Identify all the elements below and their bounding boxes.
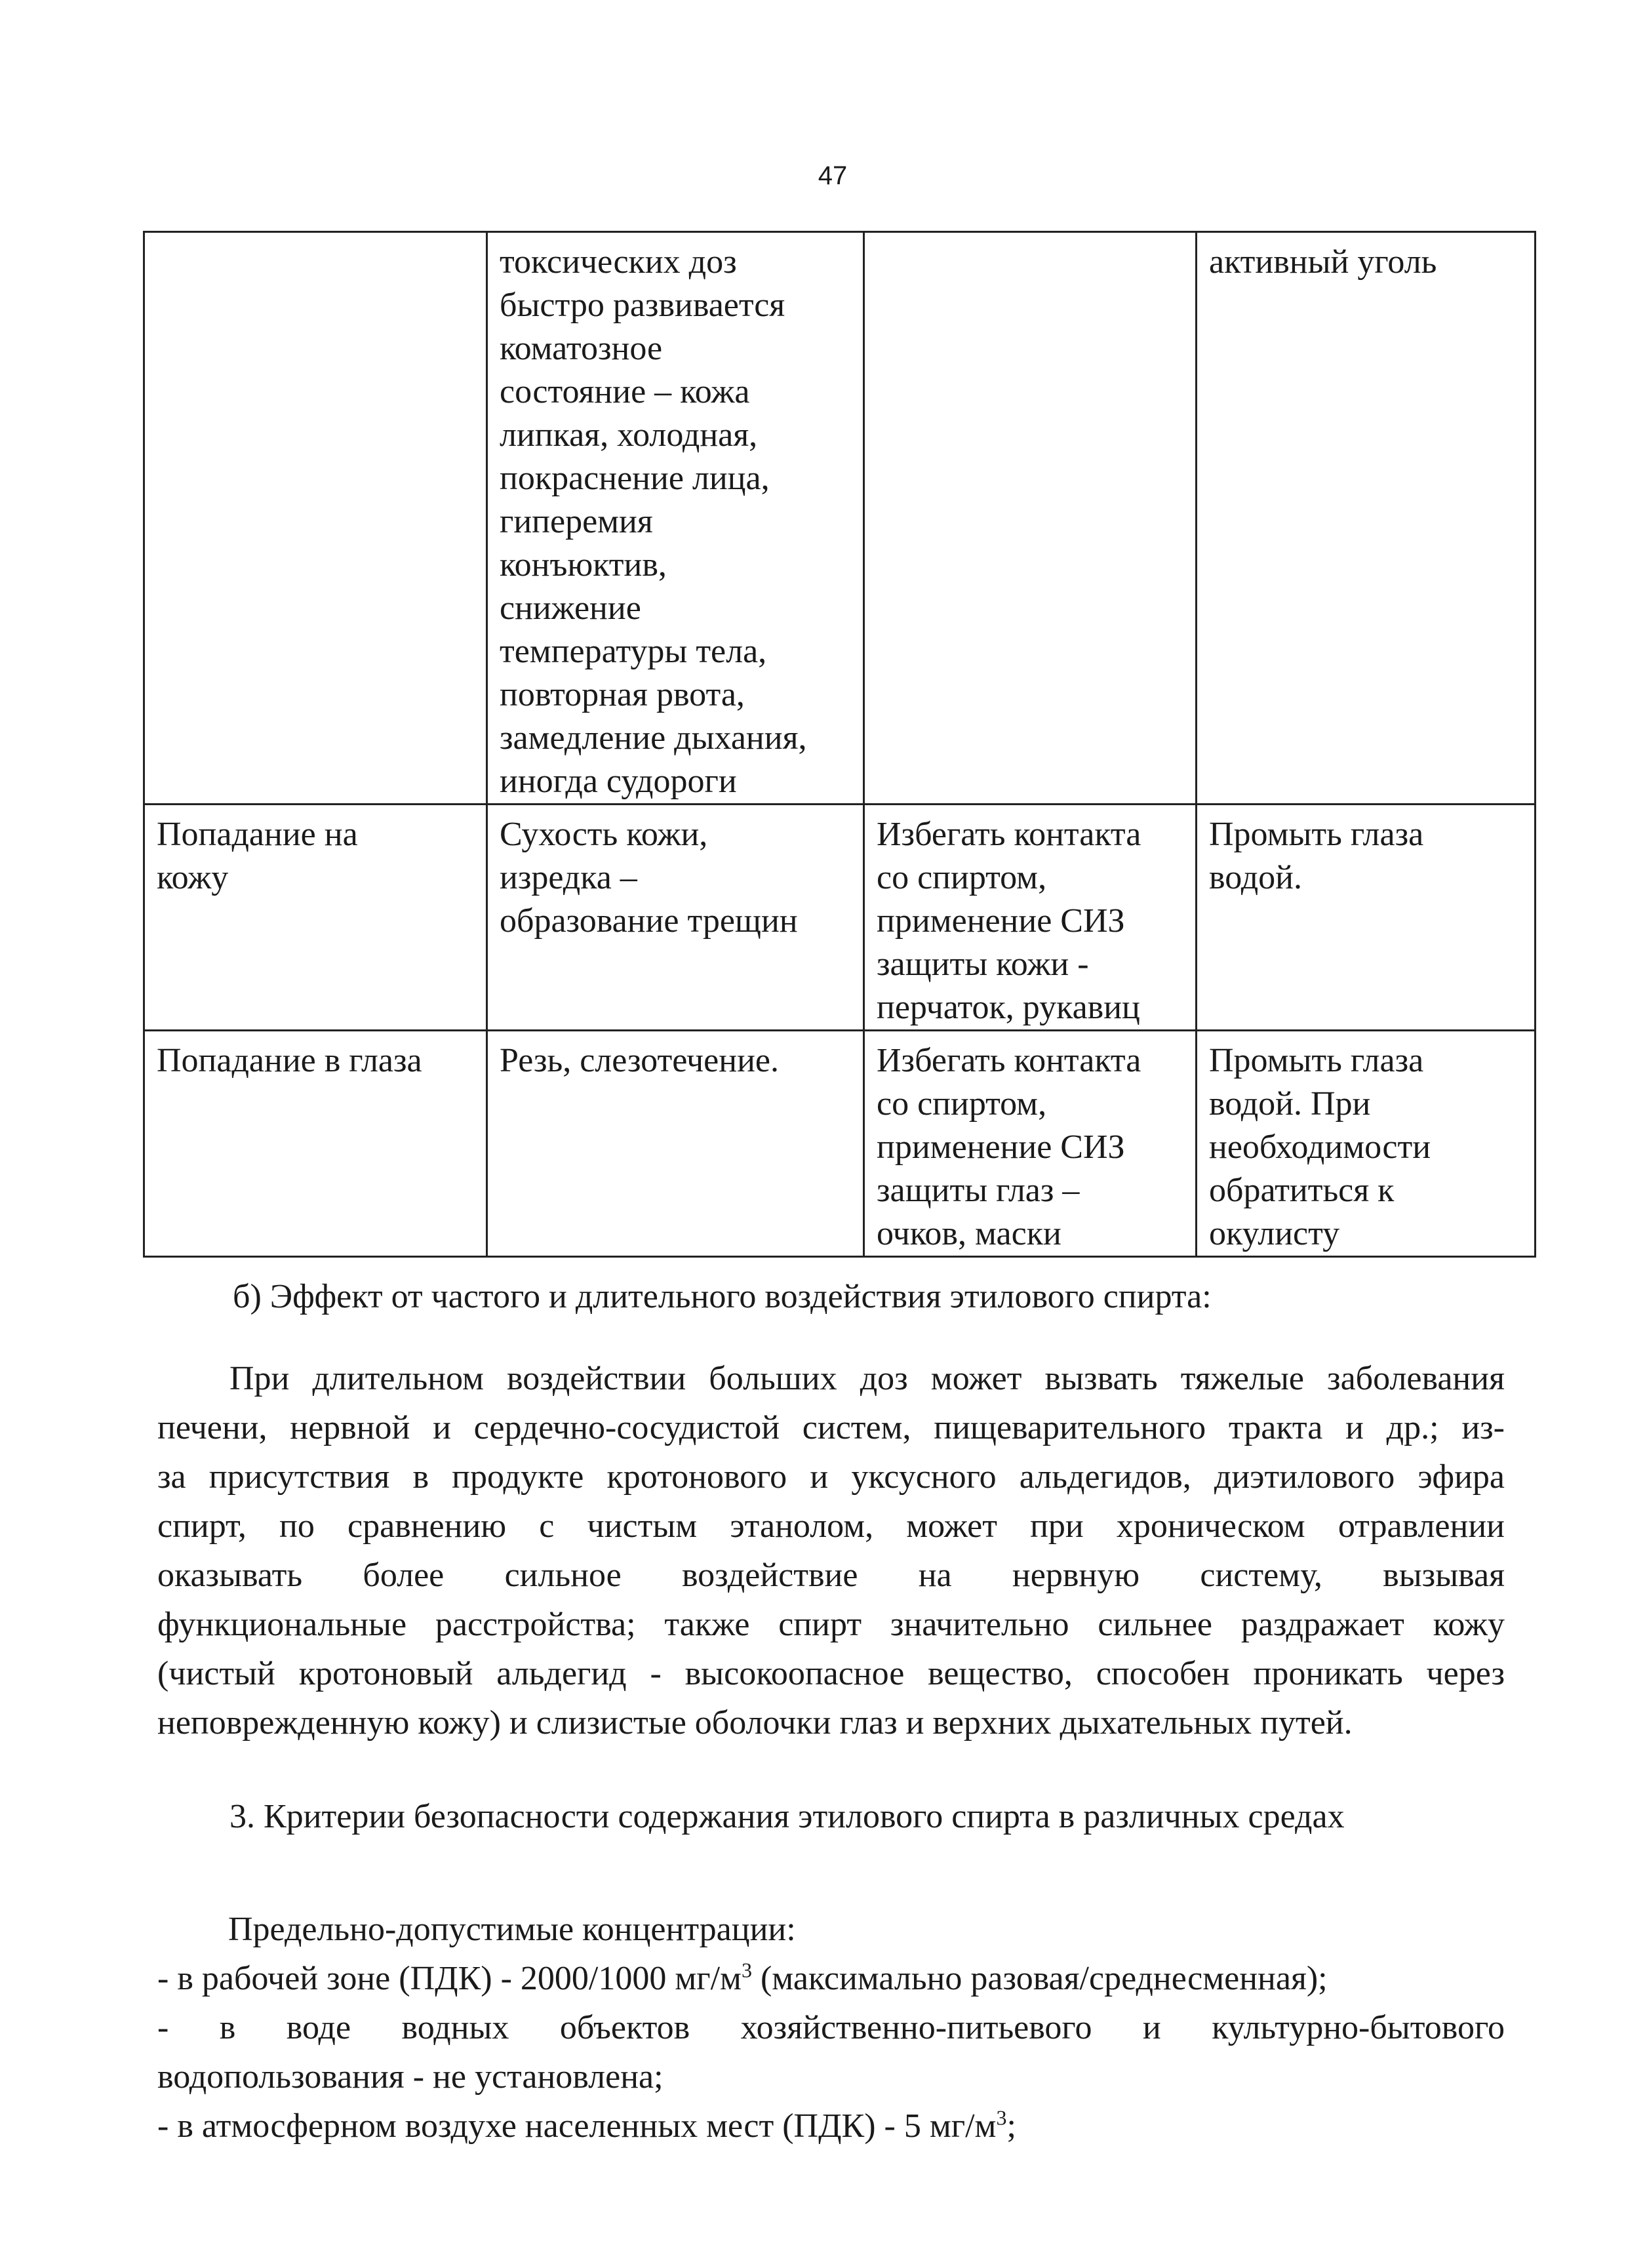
limit-water-line1: - в воде водных объектов хозяйственно-питьевого и культурно-бытового xyxy=(157,2009,1505,2046)
cell-text-line: состояние – кожа xyxy=(500,373,750,410)
limit-work-zone: - в рабочей зоне (ПДК) - 2000/1000 $мг/м^3$ (максимально разовая/среднесменная); xyxy=(157,1958,1328,1997)
cell-symptoms xyxy=(487,232,864,805)
cell-prevention xyxy=(864,1031,1197,1257)
exposure-limits xyxy=(157,1905,1505,2151)
cell-text-line: обратиться к xyxy=(1209,1172,1395,1209)
cell-text-line: водой. При xyxy=(1209,1085,1371,1123)
cell-text-line: покраснение лица, xyxy=(500,460,770,497)
cell-text-line: применение СИЗ xyxy=(877,902,1125,940)
cell-prevention xyxy=(864,805,1197,1031)
cell-text-line: со спиртом, xyxy=(877,859,1047,896)
cell-prevention xyxy=(864,232,1197,805)
cell-text-line: образование трещин xyxy=(500,902,798,940)
limit-atmosphere: - в атмосферном воздухе населенных мест (ПДК) - 5 $мг/м^3$; xyxy=(157,2105,1016,2145)
table-row-skin-contact xyxy=(144,805,1536,1031)
cell-text-line: токсических доз xyxy=(500,243,737,281)
cell-text-line: перчаток, рукавиц xyxy=(877,989,1140,1026)
cell-text-line: защиты глаз – xyxy=(877,1172,1080,1209)
cell-symptoms xyxy=(487,805,864,1031)
cell-text-line: снижение xyxy=(500,589,641,627)
cell-text-line: изредка – xyxy=(500,859,637,896)
paragraph-line: оказывать более сильное воздействие на нервную систему, вызывая xyxy=(157,1557,1505,1594)
cell-exposure-route xyxy=(144,232,487,805)
cell-text-line: конъюктив, xyxy=(500,546,667,584)
cell-text-line: активный уголь xyxy=(1209,243,1437,281)
cell-first-aid xyxy=(1197,1031,1536,1257)
cell-text-line: Сухость кожи, xyxy=(500,816,708,853)
paragraph-line: неповрежденную кожу) и слизистые оболочки глаз и верхних дыхательных путей. xyxy=(157,1704,1353,1741)
cell-text-line: кожу xyxy=(157,859,229,896)
section-b-heading: б) Эффект от частого и длительного воздействия этилового спирта: xyxy=(233,1278,1212,1315)
cell-text-line: Избегать контакта xyxy=(877,1042,1141,1079)
cell-exposure-route xyxy=(144,1031,487,1257)
cell-text-line: очков, маски xyxy=(877,1215,1061,1252)
first-aid-table xyxy=(143,231,1536,1258)
section-3-heading: 3. Критерии безопасности содержания этилового спирта в различных средах xyxy=(229,1798,1345,1835)
paragraph-line: спирт, по сравнению с чистым этанолом, может при хроническом отравлении xyxy=(157,1507,1505,1545)
cell-exposure-route xyxy=(144,805,487,1031)
cell-text-line: повторная рвота, xyxy=(500,676,745,713)
limits-intro: Предельно-допустимые концентрации: xyxy=(228,1911,796,1948)
cell-symptoms xyxy=(487,1031,864,1257)
paragraph-line: функциональные расстройства; также спирт значительно сильнее раздражает кожу xyxy=(157,1606,1505,1643)
cell-text-line: Промыть глаза xyxy=(1209,1042,1424,1079)
cell-text-line: коматозное xyxy=(500,330,663,367)
cell-text-line: необходимости xyxy=(1209,1128,1431,1166)
paragraph-line: (чистый кротоновый альдегид - высокоопасное вещество, способен проникать через xyxy=(157,1655,1505,1692)
cell-text-line: защиты кожи - xyxy=(877,945,1089,983)
table-row-eye-contact xyxy=(144,1031,1536,1257)
cell-text-line: температуры тела, xyxy=(500,633,767,670)
cell-text-line: Промыть глаза xyxy=(1209,816,1424,853)
cell-text-line: иногда судороги xyxy=(500,763,737,800)
cell-text-line: быстро развивается xyxy=(500,287,785,324)
cell-text-line: применение СИЗ xyxy=(877,1128,1125,1166)
cell-text-line: гиперемия xyxy=(500,503,653,540)
page-number: 47 xyxy=(818,161,848,190)
cell-text-line: водой. xyxy=(1209,859,1302,896)
cell-text-line: со спиртом, xyxy=(877,1085,1047,1123)
cell-text-line: замедление дыхания, xyxy=(500,719,807,757)
cell-first-aid xyxy=(1197,805,1536,1031)
cell-text-line: Резь, слезотечение. xyxy=(500,1042,779,1079)
long-exposure-paragraph xyxy=(157,1354,1505,1747)
table-row-ingestion-cont xyxy=(144,232,1536,805)
cell-first-aid xyxy=(1197,232,1536,805)
cell-text-line: липкая, холодная, xyxy=(500,416,758,454)
paragraph-line: При длительном воздействии больших доз может вызвать тяжелые заболевания xyxy=(229,1360,1505,1397)
limit-water-line2: водопользования - не установлена; xyxy=(157,2058,664,2096)
cell-text-line: Попадание в глаза xyxy=(157,1042,422,1079)
cell-text-line: Избегать контакта xyxy=(877,816,1141,853)
cell-text-line: окулисту xyxy=(1209,1215,1340,1252)
paragraph-line: за присутствия в продукте кротонового и уксусного альдегидов, диэтилового эфира xyxy=(157,1458,1505,1496)
cell-text-line: Попадание на xyxy=(157,816,358,853)
paragraph-line: печени, нервной и сердечно-сосудистой систем, пищеварительного тракта и др.; из- xyxy=(157,1409,1505,1446)
